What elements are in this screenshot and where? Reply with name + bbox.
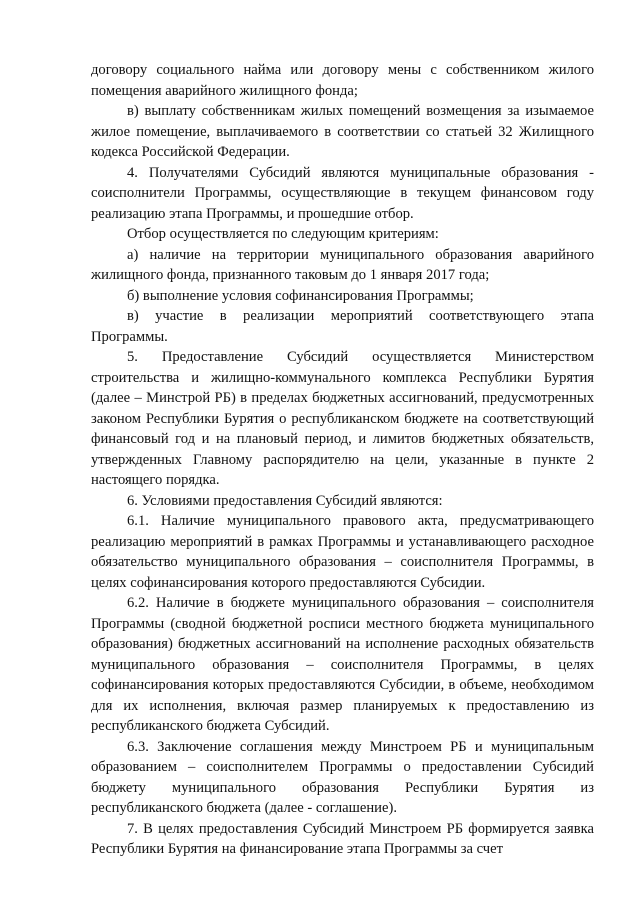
paragraph-criterion-v: в) участие в реализации мероприятий соответствующего этапа Программы. xyxy=(91,308,594,345)
paragraph-6-2: 6.2. Наличие в бюджете муниципального образования – соисполнителя Программы (сводной бюджетной росписи местного бюджета муниципального образования) бюджетных ассигнований на исполнение расходных обязательств муниципального образования – соисполнителя Программы, в целях софинансирования которых предоставляются Субсидии, в объеме, необходимом для их исполнения, включая размер планируемых к предоставлению из республиканского бюджета Субсидий. xyxy=(91,595,594,734)
paragraph-6-1: 6.1. Наличие муниципального правового акта, предусматривающего реализацию мероприятий в рамках Программы и устанавливающего расходное обязательство муниципального образования – соисполнителя Программы, в целях софинансирования которого предоставляются Субсидии. xyxy=(91,513,594,591)
paragraph-selection-criteria: Отбор осуществляется по следующим критериям: xyxy=(127,226,439,242)
paragraph-4-recipients: 4. Получателями Субсидий являются муниципальные образования - соисполнители Программы, осуществляющие в текущем финансовом году реализацию этапа Программы, и прошедшие отбор. xyxy=(91,164,594,222)
paragraph-7-application: 7. В целях предоставления Субсидий Минстроем РБ формируется заявка Республики Бурятия на финансирование этапа Программы за счет xyxy=(91,820,594,857)
paragraph-5-provision: 5. Предоставление Субсидий осуществляется Министерством строительства и жилищно-коммунального комплекса Республики Бурятия (далее – Минстрой РБ) в пределах бюджетных ассигнований, предусмотренных законом Республики Бурятия о республиканском бюджете на соответствующий финансовый год и на плановый период, и лимитов бюджетных обязательств, утвержденных Главному распорядителю на цели, указанные в пункте 2 настоящего порядка. xyxy=(91,349,594,488)
paragraph-criterion-b: б) выполнение условия софинансирования Программы; xyxy=(127,287,474,304)
paragraph-criterion-a: а) наличие на территории муниципального образования аварийного жилищного фонда, признанного таковым до 1 января 2017 года; xyxy=(91,246,594,283)
paragraph-item-v-payment: в) выплату собственникам жилых помещений возмещения за изымаемое жилое помещение, выплачиваемого в соответствии со статьей 32 Жилищного кодекса Российской Федерации. xyxy=(91,103,594,160)
paragraph-6-3: 6.3. Заключение соглашения между Минстроем РБ и муниципальным образованием – соисполнителем Программы о предоставлении Субсидий бюджету муниципального образования Республики Бурятия из республиканского бюджета (далее - соглашение). xyxy=(91,738,594,816)
document-page xyxy=(91,60,594,860)
paragraph-continuation: договору социального найма или договору мены с собственником жилого помещения аварийного жилищного фонда; xyxy=(91,62,594,99)
paragraph-6-conditions: 6. Условиями предоставления Субсидий являются: xyxy=(127,492,443,509)
